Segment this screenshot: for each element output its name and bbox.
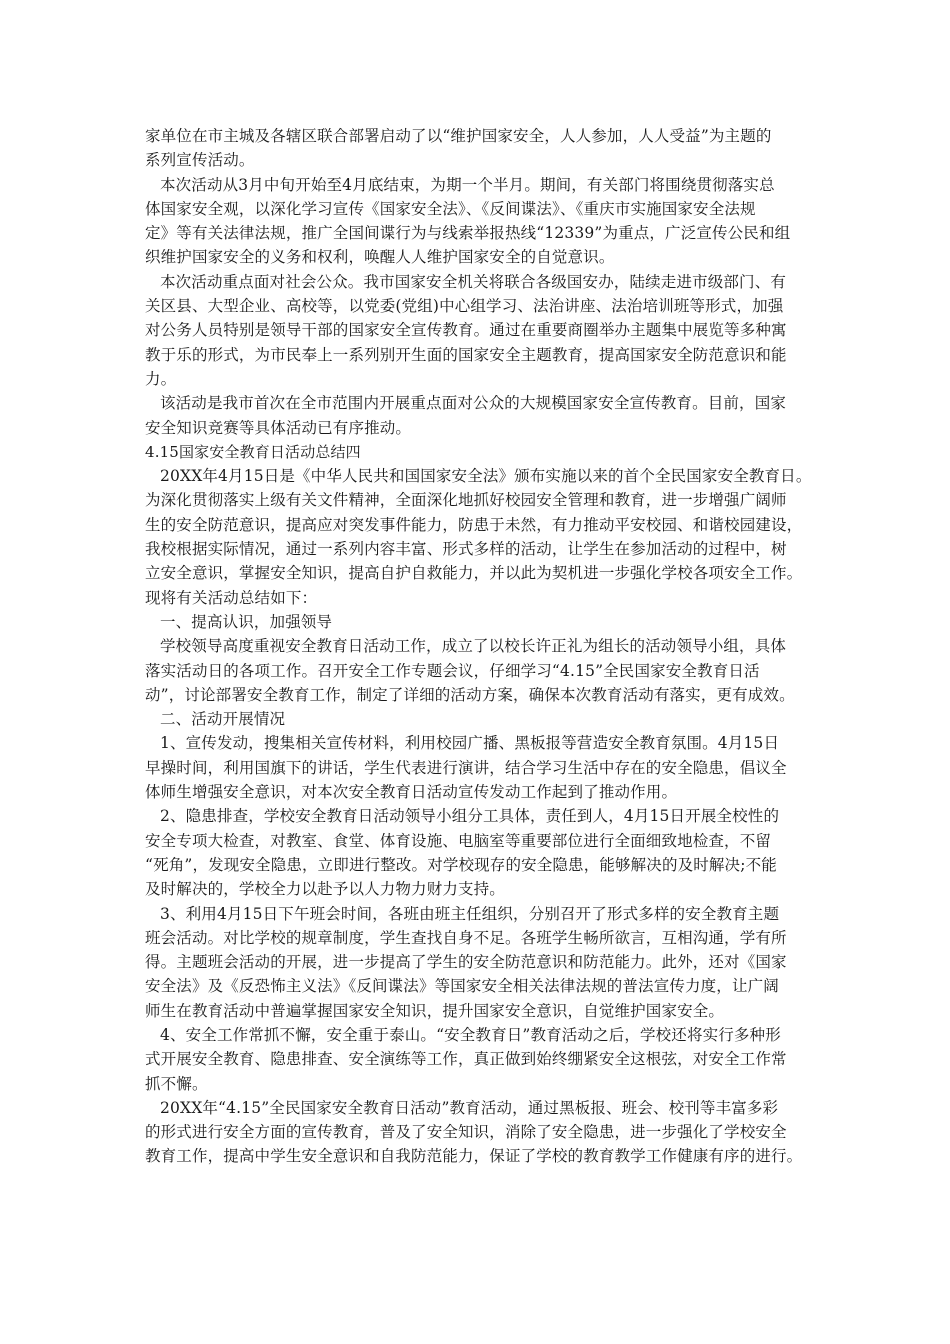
text-line: 织维护国家安全的义务和权利，唤醒人人维护国家安全的自觉意识。: [145, 248, 615, 267]
text-line: 体国家安全观，以深化学习宣传《国家安全法》、《反间谍法》、《重庆市实施国家安全法规: [145, 199, 756, 218]
text-line: 定》等有关法律法规，推广全国间谍行为与线索举报热线“12339”为重点，广泛宣传公民和组: [145, 224, 791, 243]
text-line: 抓不懈。: [145, 1074, 208, 1093]
text-line: 的形式进行安全方面的宣传教育，普及了安全知识，消除了安全隐患，进一步强化了学校安全: [145, 1123, 787, 1142]
document-body: [145, 124, 821, 1169]
text-line: 力。: [145, 369, 177, 388]
text-line: 教于乐的形式，为市民奉上一系列别开生面的国家安全主题教育，提高国家安全防范意识和能: [145, 345, 787, 364]
text-line: 本次活动重点面对社会公众。我市国家安全机关将联合各级国安办，陆续走进市级部门、有: [160, 272, 787, 291]
text-line: 落实活动日的各项工作。召开安全工作专题会议，仔细学习“4.15”全民国家安全教育日活: [145, 661, 760, 680]
text-line: 本次活动从3月中旬开始至4月底结束，为期一个半月。期间，有关部门将围绕贯彻落实总: [160, 175, 775, 194]
text-line: 教育工作，提高中学生安全意识和自我防范能力，保证了学校的教育教学工作健康有序的进行。: [145, 1147, 803, 1166]
text-line: 20XX年4月15日是《中华人民共和国国家安全法》颁布实施以来的首个全民国家安全教育日。: [160, 467, 812, 486]
text-line: 动”，讨论部署安全教育工作，制定了详细的活动方案，确保本次教育活动有落实，更有成效。: [145, 685, 795, 704]
text-line: 现将有关活动总结如下：: [145, 588, 318, 607]
text-line: 式开展安全教育、隐患排查、安全演练等工作，真正做到始终绷紧安全这根弦，对安全工作常: [145, 1050, 787, 1069]
text-line: 立安全意识，掌握安全知识，提高自护自救能力，并以此为契机进一步强化学校各项安全工作。: [145, 564, 803, 583]
text-line: 系列宣传活动。: [145, 151, 255, 170]
text-line: 安全法》及《反恐怖主义法》《反间谍法》等国家安全相关法律法规的普法宣传力度，让广阔: [145, 977, 779, 996]
text-line: 20XX年“4.15”全民国家安全教育日活动”教育活动，通过黑板报、班会、校刊等丰富多彩: [160, 1098, 779, 1117]
text-line: 1、宣传发动，搜集相关宣传材料，利用校园广播、黑板报等营造安全教育氛围。4月15日: [160, 734, 780, 753]
text-line: 安全知识竞赛等具体活动已有序推动。: [145, 418, 412, 437]
text-line: 得。主题班会活动的开展，进一步提高了学生的安全防范意识和防范能力。此外，还对《国家: [145, 953, 787, 972]
text-line: 早操时间，利用国旗下的讲话，学生代表进行演讲，结合学习生活中存在的安全隐患，倡议全: [145, 758, 787, 777]
text-line: 我校根据实际情况，通过一系列内容丰富、形式多样的活动，让学生在参加活动的过程中，树: [145, 540, 787, 559]
text-line: 生的安全防范意识，提高应对突发事件能力，防患于未然，有力推动平安校园、和谐校园建设，: [145, 515, 803, 534]
text-line: 班会活动。对比学校的规章制度，学生查找自身不足。各班学生畅所欲言，互相沟通，学有所: [145, 928, 787, 947]
text-line: 及时解决的，学校全力以赴予以人力物力财力支持。: [145, 880, 505, 899]
text-line: 师生在教育活动中普遍掌握国家安全知识，提升国家安全意识，自觉维护国家安全。: [145, 1001, 725, 1020]
text-line: 安全专项大检查，对教室、食堂、体育设施、电脑室等重要部位进行全面细致地检查，不留: [145, 831, 772, 850]
text-line: 家单位在市主城及各辖区联合部署启动了以“维护国家安全，人人参加，人人受益”为主题的: [145, 127, 772, 145]
text-line: 学校领导高度重视安全教育日活动工作，成立了以校长许正礼为组长的活动领导小组，具体: [160, 637, 787, 656]
text-line: “死角”，发现安全隐患，立即进行整改。对学校现存的安全隐患，能够解决的及时解决;不能: [145, 855, 777, 874]
text-line: 2、隐患排查，学校安全教育日活动领导小组分工具体，责任到人，4月15日开展全校性的: [160, 807, 780, 826]
text-line: 二、活动开展情况: [160, 710, 286, 729]
text-line: 4、安全工作常抓不懈，安全重于泰山。“安全教育日”教育活动之后，学校还将实行多种形: [160, 1025, 781, 1044]
text-line: 3、利用4月15日下午班会时间，各班由班主任组织，分别召开了形式多样的安全教育主题: [160, 904, 780, 923]
text-line: 一、提高认识，加强领导: [160, 612, 333, 631]
text-line: 关区县、大型企业、高校等，以党委(党组)中心组学习、法治讲座、法治培训班等形式，加强: [145, 297, 784, 316]
text-line: 为深化贯彻落实上级有关文件精神，全面深化地抓好校园安全管理和教育，进一步增强广阔师: [145, 491, 787, 510]
text-line: 体师生增强安全意识，对本次安全教育日活动宣传发动工作起到了推动作用。: [145, 783, 678, 802]
section-heading: 4.15国家安全教育日活动总结四: [145, 442, 361, 461]
text-line: 该活动是我市首次在全市范围内开展重点面对公众的大规模国家安全宣传教育。目前，国家: [160, 394, 787, 413]
text-line: 对公务人员特别是领导干部的国家安全宣传教育。通过在重要商圈举办主题集中展览等多种寓: [145, 321, 787, 340]
